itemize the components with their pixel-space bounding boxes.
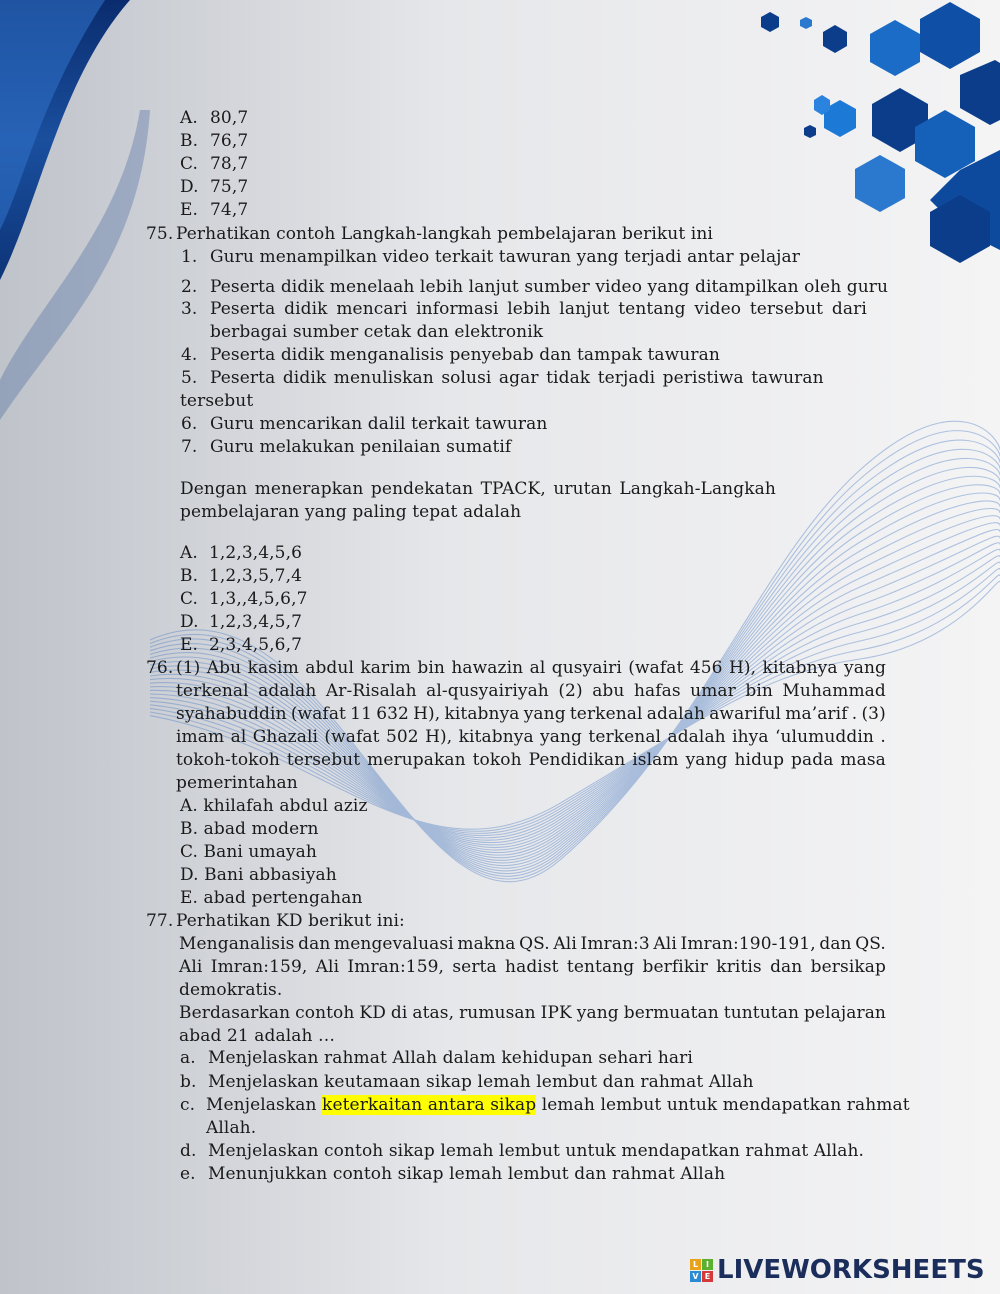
word: Imran:190-191, — [680, 934, 816, 954]
word: masa — [840, 750, 886, 770]
option-c-continued: Allah. — [206, 1118, 257, 1138]
word: (1) — [176, 658, 201, 678]
word: bin — [417, 658, 445, 678]
word: tentang — [618, 299, 686, 319]
question-stem-line — [176, 680, 886, 703]
word: awariful — [709, 704, 782, 724]
word: bermuatan — [623, 1003, 719, 1023]
step-text: Guru mencarikan dalil terkait tawuran — [210, 414, 548, 434]
option-letter: d. — [180, 1141, 197, 1161]
q74-option-text: 76,7 — [210, 131, 249, 151]
step-number: 1. — [181, 247, 198, 267]
step-text: Peserta didik menelaah lebih lanjut sumber video yang ditampilkan oleh guru — [210, 277, 889, 297]
word: . — [851, 704, 858, 724]
option-e[interactable]: Menunjukkan contoh sikap lemah lembut dan rahmat Allah — [208, 1164, 726, 1184]
word: (wafat — [628, 658, 684, 678]
option-a[interactable]: 1,2,3,4,5,6 — [209, 543, 303, 563]
option-d[interactable]: D. Bani abbasiyah — [180, 865, 337, 885]
word: dan — [819, 934, 852, 954]
word: (wafat — [290, 704, 346, 724]
q74-option-letter: B. — [180, 131, 199, 151]
q74-option-text: 74,7 — [210, 200, 249, 220]
question-stem-line — [176, 703, 886, 726]
option-letter: C. — [180, 589, 199, 609]
word: hafas — [633, 681, 681, 701]
word: Pendidikan — [528, 750, 626, 770]
option-a[interactable]: Menjelaskan rahmat Allah dalam kehidupan sehari hari — [208, 1048, 693, 1068]
word: lanjut — [559, 299, 610, 319]
word: (2) — [558, 681, 583, 701]
word: 632 — [376, 704, 409, 724]
question-body-line: demokratis. — [179, 980, 283, 1000]
word: H), — [413, 704, 441, 724]
word: yang — [576, 1003, 619, 1023]
word: Peserta — [210, 299, 276, 319]
question-stem-line — [176, 657, 886, 680]
option-b[interactable]: 1,2,3,5,7,4 — [209, 566, 303, 586]
word: al — [230, 727, 247, 747]
step-text: Guru melakukan penilaian sumatif — [210, 437, 512, 457]
option-e[interactable]: 2,3,4,5,6,7 — [209, 635, 303, 655]
word: terkenal — [569, 704, 643, 724]
word: kitabnya — [458, 727, 534, 747]
step-number: 4. — [181, 345, 198, 365]
word: terkenal — [588, 727, 662, 747]
word: ihya — [732, 727, 769, 747]
word: Ali — [315, 957, 340, 977]
option-letter: e. — [180, 1164, 196, 1184]
q74-option-letter: D. — [180, 177, 199, 197]
question-stem-line — [176, 726, 886, 749]
word: di — [390, 1003, 408, 1023]
word: al-qusyairiyah — [426, 681, 549, 701]
word: kritis — [716, 957, 762, 977]
word: tokoh-tokoh — [176, 750, 280, 770]
word: makna — [457, 934, 516, 954]
word: pelajaran — [803, 1003, 886, 1023]
word: 11 — [350, 704, 373, 724]
question-stem-line: pemerintahan — [176, 773, 298, 793]
word: contoh — [295, 1003, 355, 1023]
step-text — [210, 298, 867, 321]
q74-option-text: 78,7 — [210, 154, 249, 174]
option-c-text: lemah lembut untuk mendapatkan rahmat — [541, 1095, 910, 1115]
word: mencari — [336, 299, 408, 319]
word: tersebut — [286, 750, 361, 770]
word: Berdasarkan — [179, 1003, 291, 1023]
question-prompt: pembelajaran yang paling tepat adalah — [180, 502, 522, 522]
question-body-line — [179, 933, 886, 956]
word: yang — [523, 704, 566, 724]
question-body-line — [179, 956, 886, 979]
word: Menganalisis — [179, 934, 295, 954]
step-text: Peserta didik menuliskan solusi agar tidak terjadi peristiwa tawuran — [210, 368, 824, 388]
word: abu — [592, 681, 625, 701]
option-d[interactable]: 1,2,3,4,5,7 — [209, 612, 303, 632]
word: yang — [540, 727, 583, 747]
word: kitabnya — [762, 658, 838, 678]
step-number: 7. — [181, 437, 198, 457]
word: QS. — [519, 934, 550, 954]
word: pada — [791, 750, 834, 770]
step-text-justified — [210, 298, 867, 321]
word: hidup — [734, 750, 785, 770]
word: hawazin — [451, 658, 524, 678]
word: rumusan — [459, 1003, 536, 1023]
q74-option-text: 80,7 — [210, 108, 249, 128]
word: QS. — [855, 934, 886, 954]
option-letter: B. — [180, 566, 199, 586]
word: bin — [745, 681, 773, 701]
word: berfikir — [642, 957, 708, 977]
word: islam — [632, 750, 679, 770]
word: tentang — [566, 957, 635, 977]
step-number: 5. — [181, 368, 198, 388]
word: Ali — [653, 934, 677, 954]
word: terkenal — [176, 681, 249, 701]
logo-tile: L — [690, 1259, 701, 1270]
word: informasi — [416, 299, 499, 319]
option-a[interactable]: A. khilafah abdul aziz — [180, 796, 368, 816]
option-b[interactable]: Menjelaskan keutamaan sikap lemah lembut dan rahmat Allah — [208, 1072, 754, 1092]
logo-tile: I — [702, 1259, 713, 1270]
logo-tile: E — [702, 1271, 713, 1282]
q74-option-text: 75,7 — [210, 177, 249, 197]
word: kitabnya — [444, 704, 520, 724]
word: merupakan — [367, 750, 466, 770]
word: serta — [452, 957, 497, 977]
option-c[interactable]: C. Bani umayah — [180, 842, 317, 862]
word: karim — [360, 658, 412, 678]
question-number: 76. — [146, 658, 174, 678]
word: KD — [359, 1003, 386, 1023]
word: . — [880, 727, 886, 747]
question-body-line: abad 21 adalah … — [179, 1026, 336, 1046]
word: ma’arif — [785, 704, 848, 724]
word: Ali — [553, 934, 577, 954]
logo-icon — [690, 1259, 713, 1282]
question-prompt: Dengan menerapkan pendekatan TPACK, urutan Langkah-Langkah — [180, 479, 776, 499]
option-c[interactable]: 1,3,,4,5,6,7 — [209, 589, 308, 609]
word: (wafat — [324, 727, 380, 747]
word: adalah — [646, 704, 706, 724]
word: video — [694, 299, 742, 319]
word: 456 — [689, 658, 723, 678]
option-c[interactable] — [206, 1094, 910, 1117]
word: Muhammad — [782, 681, 886, 701]
word: 502 — [385, 727, 419, 747]
option-letter: c. — [180, 1095, 196, 1115]
word: yang — [685, 750, 728, 770]
word: kasim — [247, 658, 299, 678]
word: lebih — [507, 299, 551, 319]
word: qusyairi — [551, 658, 622, 678]
word: imam — [176, 727, 225, 747]
word: Ali — [179, 957, 203, 977]
question-number: 75. — [146, 224, 174, 244]
word: umar — [690, 681, 736, 701]
word: atas, — [412, 1003, 455, 1023]
step-number: 6. — [181, 414, 198, 434]
q74-option-letter: A. — [180, 108, 198, 128]
word: H), — [425, 727, 453, 747]
word: bersikap — [810, 957, 886, 977]
word: didik — [284, 299, 328, 319]
option-letter: A. — [180, 543, 198, 563]
word: Ar-Risalah — [325, 681, 417, 701]
word: Ghazali — [252, 727, 319, 747]
step-text-continued: berbagai sumber cetak dan elektronik — [210, 322, 544, 342]
logo-tile: V — [690, 1271, 701, 1282]
word: dan — [770, 957, 803, 977]
highlighted-text: keterkaitan antara sikap — [322, 1095, 537, 1115]
word: IPK — [540, 1003, 572, 1023]
word: ‘ulumuddin — [774, 727, 874, 747]
word: yang — [844, 658, 886, 678]
question-stem: Perhatikan KD berikut ini: — [176, 911, 405, 931]
word: (3) — [861, 704, 886, 724]
question-stem: Perhatikan contoh Langkah-langkah pembelajaran berikut ini — [176, 224, 713, 244]
word: Imran:159, — [347, 957, 445, 977]
word: tersebut — [749, 299, 824, 319]
word: tokoh — [472, 750, 522, 770]
question-stem-line — [176, 749, 886, 772]
word: H), — [728, 658, 757, 678]
question-number: 77. — [146, 911, 174, 931]
q74-option-letter: C. — [180, 154, 199, 174]
step-number: 3. — [181, 299, 198, 319]
word: abdul — [305, 658, 354, 678]
option-e[interactable]: E. abad pertengahan — [180, 888, 363, 908]
step-text: Peserta didik menganalisis penyebab dan tampak tawuran — [210, 345, 720, 365]
word: dan — [298, 934, 331, 954]
word: hadist — [505, 957, 559, 977]
step-text: Guru menampilkan video terkait tawuran yang terjadi antar pelajar — [210, 247, 801, 267]
option-letter: D. — [180, 612, 199, 632]
word: Abu — [206, 658, 242, 678]
step-text-continued: tersebut — [180, 391, 254, 411]
word: Imran:3 — [580, 934, 650, 954]
word: al — [529, 658, 546, 678]
word: syahabuddin — [176, 704, 287, 724]
word: dari — [831, 299, 867, 319]
option-c-text: Menjelaskan — [206, 1095, 317, 1115]
liveworksheets-logo[interactable] — [690, 1254, 985, 1286]
option-d[interactable]: Menjelaskan contoh sikap lemah lembut untuk mendapatkan rahmat Allah. — [208, 1141, 865, 1161]
option-b[interactable]: B. abad modern — [180, 819, 319, 839]
option-letter: a. — [180, 1048, 196, 1068]
word: adalah — [258, 681, 317, 701]
option-letter: b. — [180, 1072, 197, 1092]
word: mengevaluasi — [334, 934, 454, 954]
logo-text: LIVEWORKSHEETS — [717, 1255, 985, 1285]
option-letter: E. — [180, 635, 199, 655]
word: Imran:159, — [210, 957, 308, 977]
question-body-line — [179, 1002, 886, 1025]
step-number: 2. — [181, 277, 198, 297]
word: adalah — [667, 727, 726, 747]
q74-option-letter: E. — [180, 200, 199, 220]
word: tuntutan — [723, 1003, 799, 1023]
